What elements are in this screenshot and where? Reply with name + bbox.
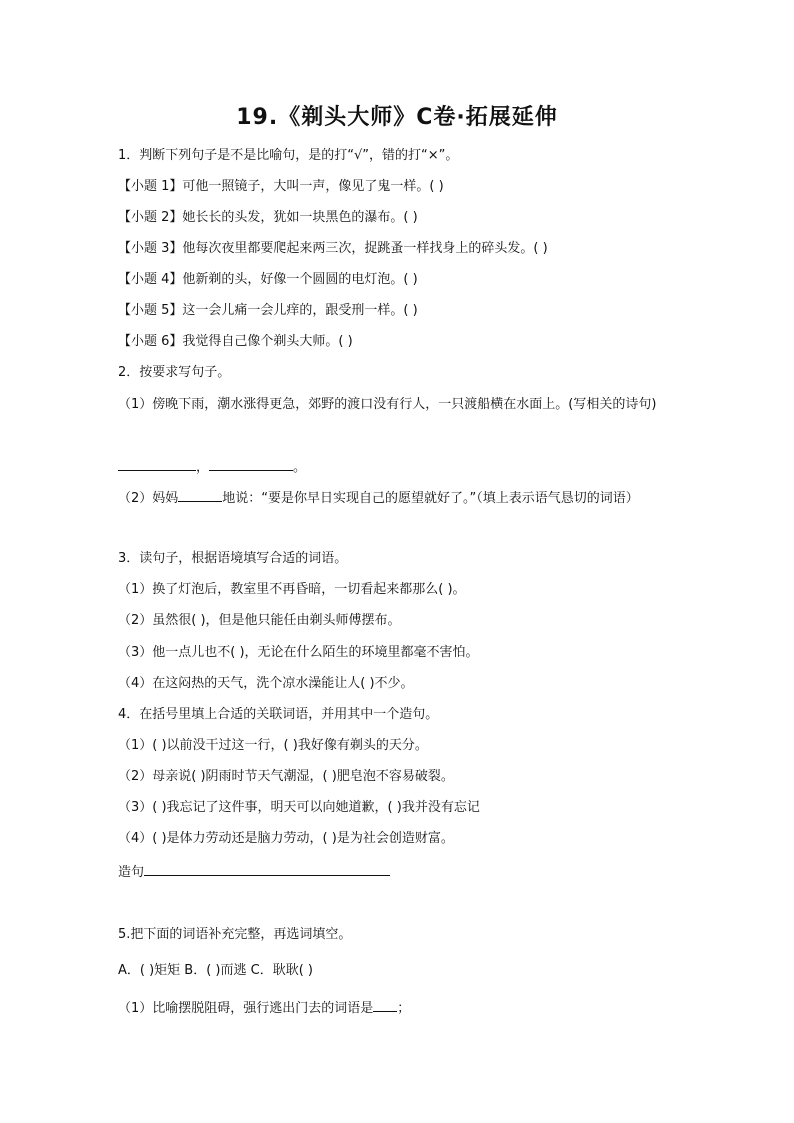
q2-item-1: （1）傍晚下雨，潮水涨得更急，郊野的渡口没有行人，一只渡船横在水面上。(写相关的诗句): [118, 397, 657, 412]
q5-item-1-text: （1）比喻摆脱阻碍，强行逃出门去的词语是: [118, 1001, 374, 1016]
answer-blank[interactable]: [373, 997, 397, 1012]
q1-item-tag: 【小题 1】: [118, 179, 183, 194]
q1-item-5: [118, 301, 418, 321]
q1-item-tag: 【小题 5】: [118, 303, 183, 318]
q3-item-3: （3）他一点儿也不( )，无论在什么陌生的环境里都毫不害怕。: [118, 645, 479, 660]
period: 。: [293, 460, 307, 475]
q3-item-4: （4）在这闷热的天气，洗个凉水澡能让人( )不少。: [118, 676, 414, 691]
q5-heading: 5.把下面的词语补充完整，再选词填空。: [118, 927, 352, 942]
answer-blank[interactable]: [118, 456, 196, 471]
q1-item-text: 这一会儿痛一会儿痒的，跟受刑一样。( ): [182, 303, 418, 318]
q4-item-4: （4）( )是体力劳动还是脑力劳动，( )是为社会创造财富。: [118, 831, 454, 846]
q2-answer-line: [118, 456, 306, 478]
q5-item-1: [118, 997, 410, 1019]
q1-item-6: [118, 332, 353, 352]
q1-item-3: [118, 239, 548, 259]
q4-heading: 4．在括号里填上合适的关联词语，并用其中一个造句。: [118, 707, 439, 722]
answer-blank[interactable]: [178, 487, 222, 502]
answer-blank[interactable]: [209, 456, 293, 471]
q1-item-tag: 【小题 2】: [118, 210, 183, 225]
q5-options: A．( )矩矩 B．( )而逃 C．耿耿( ): [118, 963, 313, 978]
q2-item-2-prefix: （2）妈妈: [118, 491, 179, 506]
answer-blank[interactable]: [144, 861, 390, 876]
q2-item-2: [118, 483, 674, 514]
q1-heading: 1．判断下列句子是不是比喻句，是的打“√”，错的打“×”。: [118, 148, 459, 163]
q4-make-sentence: [118, 861, 390, 883]
q3-heading: 3．读句子，根据语境填写合适的词语。: [118, 551, 348, 566]
semicolon: ；: [397, 1001, 411, 1016]
q2-item-2-suffix: 地说：“要是你早日实现自己的愿望就好了。”（填上表示语气恳切的词语）: [222, 491, 639, 506]
q1-item-tag: 【小题 4】: [118, 272, 183, 287]
q1-item-4: [118, 270, 418, 290]
q1-item-tag: 【小题 3】: [118, 241, 183, 256]
comma: ，: [196, 460, 210, 475]
q4-item-1: （1）( )以前没干过这一行，( )我好像有剃头的天分。: [118, 738, 428, 753]
q3-item-2: （2）虽然很( )，但是他只能任由剃头师傅摆布。: [118, 613, 401, 628]
q1-item-1: [118, 177, 444, 197]
q1-item-tag: 【小题 6】: [118, 334, 183, 349]
q1-item-2: [118, 208, 418, 228]
page-title: 19.《剃头大师》C卷·拓展延伸: [236, 105, 558, 130]
q1-item-text: 可他一照镜子，大叫一声，像见了鬼一样。( ): [182, 179, 444, 194]
q1-item-text: 她长长的头发，犹如一块黑色的瀑布。( ): [182, 210, 418, 225]
q1-item-text: 他新剃的头，好像一个圆圆的电灯泡。( ): [182, 272, 418, 287]
q3-item-1: （1）换了灯泡后，教室里不再昏暗，一切看起来都那么( )。: [118, 582, 466, 597]
q2-heading: 2．按要求写句子。: [118, 365, 231, 380]
q1-item-text: 他每次夜里都要爬起来两三次，捉跳蚤一样找身上的碎头发。( ): [182, 241, 548, 256]
make-sentence-label: 造句: [118, 865, 145, 880]
q1-item-text: 我觉得自己像个剃头大师。( ): [182, 334, 353, 349]
q4-item-3: （3）( )我忘记了这件事，明天可以向她道歉，( )我并没有忘记: [118, 800, 480, 815]
q4-item-2: （2）母亲说( )阴雨时节天气潮湿，( )肥皂泡不容易破裂。: [118, 769, 454, 784]
